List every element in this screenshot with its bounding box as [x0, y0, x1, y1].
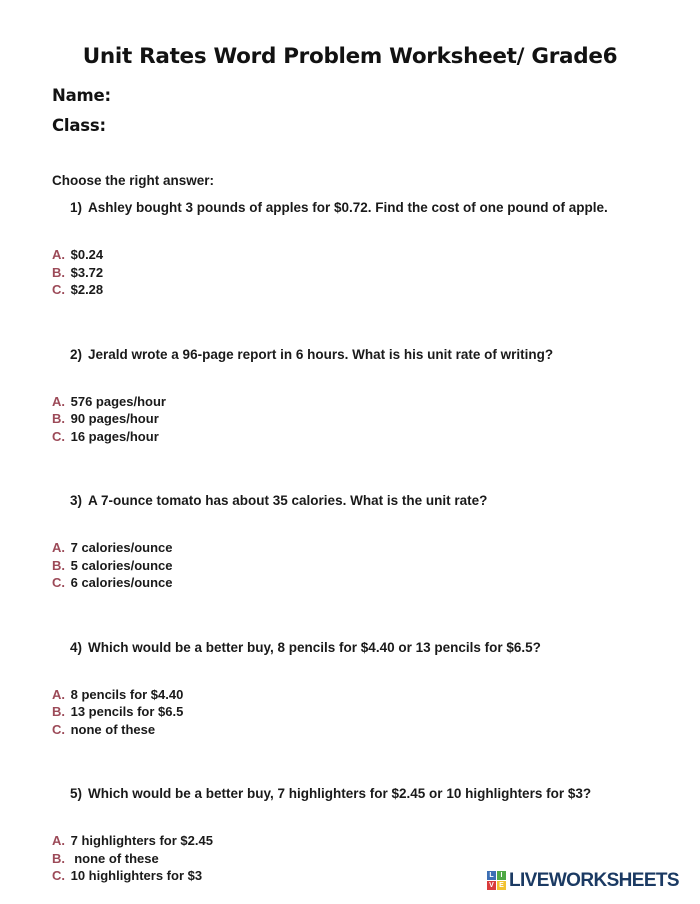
option-letter: C.	[52, 428, 65, 444]
question-text-line	[0, 786, 700, 802]
option-text: 10 highlighters for $3	[67, 868, 203, 883]
question-text-line	[0, 493, 700, 509]
answer-options	[0, 393, 700, 446]
block-spacer	[0, 592, 700, 640]
option-text: $2.28	[67, 282, 104, 297]
option-letter: B.	[52, 264, 65, 280]
option-letter: A.	[52, 393, 65, 409]
option-letter: C.	[52, 575, 65, 590]
option-text: 16 pages/hour	[67, 428, 159, 444]
answer-option[interactable]	[52, 539, 700, 557]
question-number: 1)	[70, 200, 83, 215]
liveworksheets-logo-mark	[487, 871, 506, 890]
question-text: A 7-ounce tomato has about 35 calories. What is the unit rate?	[88, 493, 488, 508]
class-field-label: Class:	[52, 116, 106, 135]
option-letter: A.	[52, 540, 65, 555]
option-letter: A.	[52, 833, 65, 848]
question-text-line	[0, 347, 700, 363]
page-title: Unit Rates Word Problem Worksheet/ Grade6	[82, 44, 618, 69]
answer-option[interactable]	[52, 281, 700, 299]
question-number: 3)	[70, 493, 83, 508]
logo-square-v: V	[487, 881, 496, 890]
question-block	[0, 493, 700, 592]
question-text: Which would be a better buy, 7 highlighters for $2.45 or 10 highlighters for $3?	[88, 786, 592, 801]
question-text-line	[0, 640, 700, 656]
answer-option[interactable]	[52, 850, 700, 868]
option-letter: B.	[52, 411, 65, 426]
liveworksheets-wordmark: LIVEWORKSHEETS	[509, 870, 680, 891]
block-spacer	[0, 445, 700, 493]
option-letter: B.	[52, 557, 65, 573]
answer-option[interactable]	[52, 557, 700, 575]
block-spacer	[0, 299, 700, 347]
question-text: Jerald wrote a 96-page report in 6 hours. What is his unit rate of writing?	[88, 346, 554, 362]
option-letter: A.	[52, 686, 65, 702]
block-spacer	[0, 738, 700, 786]
answer-options	[0, 686, 700, 739]
option-text: 90 pages/hour	[67, 411, 159, 426]
question-block	[0, 640, 700, 739]
option-letter: C.	[52, 282, 65, 297]
logo-square-l: L	[487, 871, 496, 880]
answer-option[interactable]	[52, 264, 700, 282]
answer-option[interactable]	[52, 574, 700, 592]
option-text: none of these	[67, 850, 159, 866]
answer-option[interactable]	[52, 721, 700, 739]
name-field-label: Name:	[52, 86, 111, 105]
instruction-text: Choose the right answer:	[52, 173, 215, 188]
option-letter: C.	[52, 868, 65, 883]
option-letter: A.	[52, 247, 65, 262]
option-text: 5 calories/ounce	[67, 557, 173, 573]
question-text-line	[0, 200, 700, 216]
option-text: 13 pencils for $6.5	[67, 704, 184, 719]
question-block	[0, 347, 700, 446]
option-text: 7 calories/ounce	[67, 540, 173, 555]
answer-options	[0, 539, 700, 592]
option-text: 7 highlighters for $2.45	[67, 833, 213, 848]
liveworksheets-logo	[487, 871, 679, 890]
option-letter: B.	[52, 704, 65, 719]
answer-options	[0, 246, 700, 299]
logo-square-e: E	[497, 881, 506, 890]
answer-option[interactable]	[52, 428, 700, 446]
answer-option[interactable]	[52, 410, 700, 428]
option-letter: B.	[52, 850, 65, 866]
answer-option[interactable]	[52, 393, 700, 411]
answer-option[interactable]	[52, 703, 700, 721]
question-block	[0, 200, 700, 299]
option-text: $3.72	[67, 264, 104, 280]
questions-list	[0, 200, 700, 885]
question-number: 5)	[70, 786, 83, 801]
question-text: Ashley bought 3 pounds of apples for $0.72. Find the cost of one pound of apple.	[88, 200, 608, 215]
option-text: $0.24	[67, 247, 104, 262]
answer-option[interactable]	[52, 686, 700, 704]
option-letter: C.	[52, 721, 65, 737]
question-number: 2)	[70, 346, 83, 362]
option-text: 8 pencils for $4.40	[67, 686, 184, 702]
option-text: none of these	[67, 721, 156, 737]
option-text: 6 calories/ounce	[67, 575, 173, 590]
option-text: 576 pages/hour	[67, 393, 166, 409]
answer-option[interactable]	[52, 246, 700, 264]
answer-option[interactable]	[52, 832, 700, 850]
question-number: 4)	[70, 639, 83, 655]
logo-square-i: I	[497, 871, 506, 880]
question-text: Which would be a better buy, 8 pencils for $4.40 or 13 pencils for $6.5?	[88, 639, 541, 655]
